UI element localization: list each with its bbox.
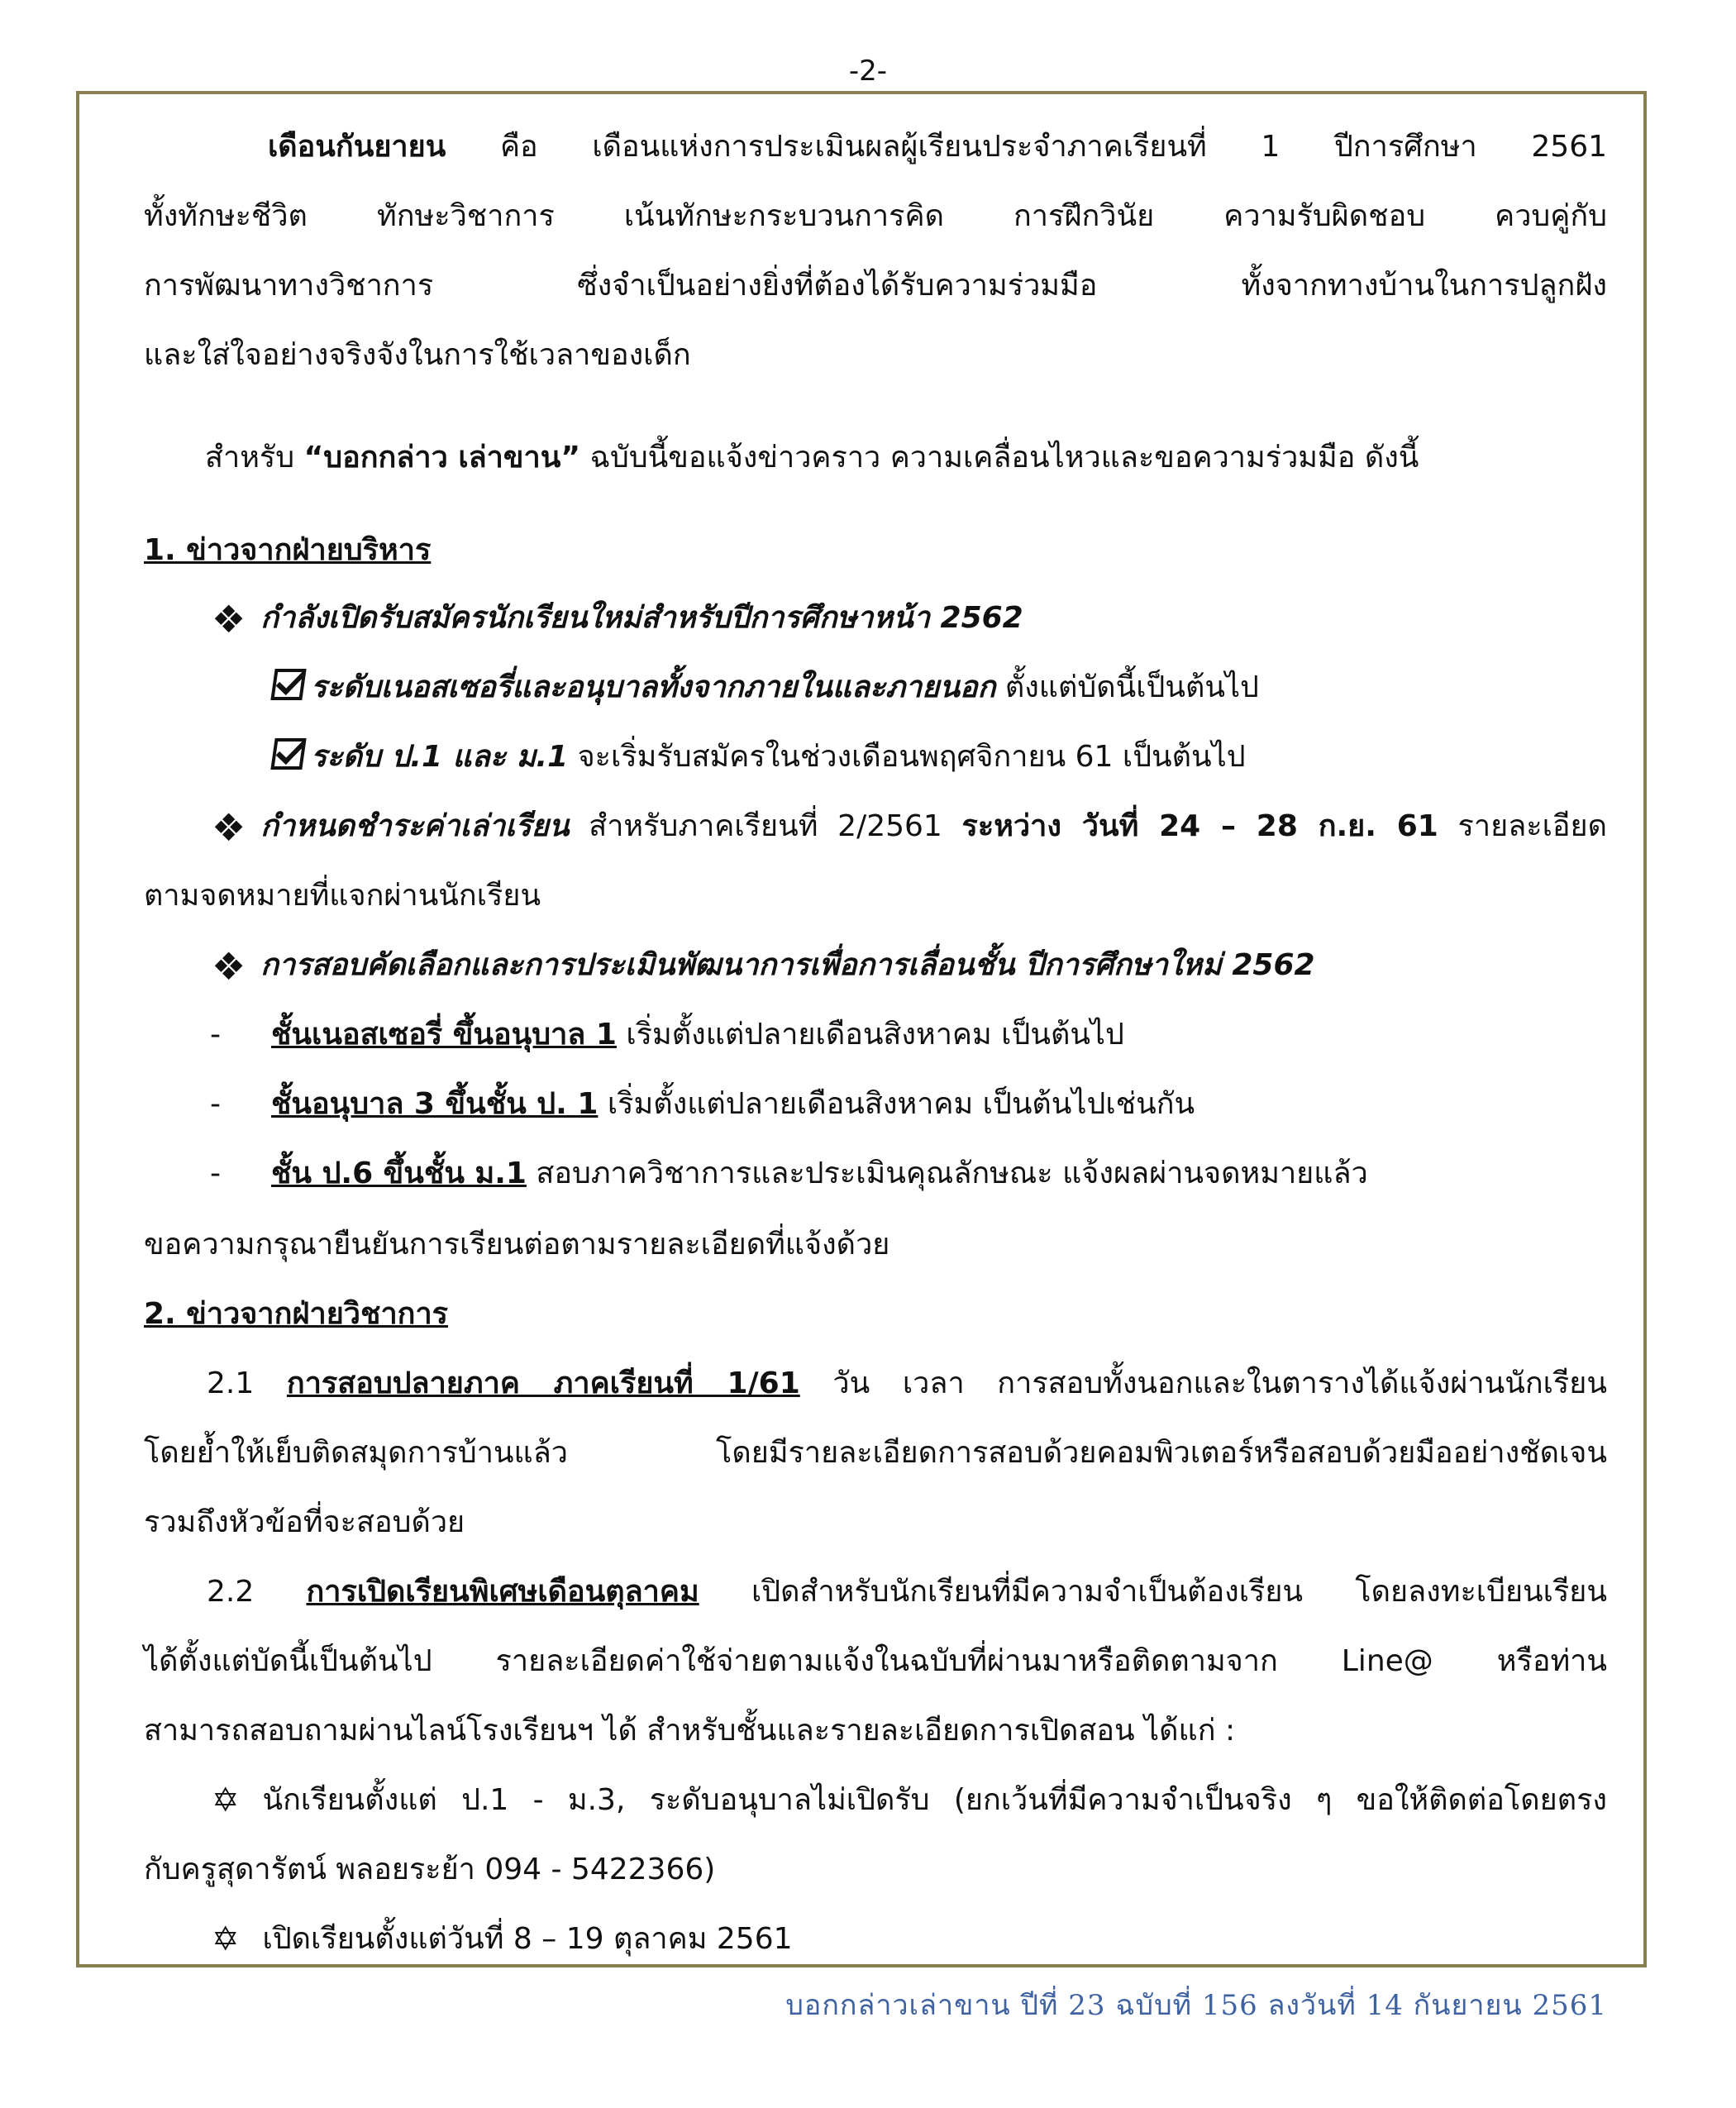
check-p1-text: จะเริ่มรับสมัครในช่วงเดือนพฤศจิกายน 61 เป็นต้นไป (568, 740, 1246, 774)
dash-item-p6 (271, 1149, 1734, 1199)
dash-nursery-text: เริ่มตั้งแต่ปลายเดือนสิงหาคม เป็นต้นไป (616, 1018, 1124, 1052)
para-2-2-number: 2.2 (207, 1575, 307, 1609)
intro-line-2: ทั้งทักษะชีวิต ทักษะวิชาการ เน้นทักษะกระบวนการคิด การฝึกวินัย ความรับผิดชอบ ควบคู่กับ (144, 199, 1607, 233)
bullet-exam (212, 941, 1675, 990)
dash-item-k3 (271, 1080, 1734, 1129)
intro-line-5 (205, 433, 1610, 483)
month-label: เดือนกันยายน (268, 130, 446, 164)
para-2-1-line-1 (207, 1359, 1607, 1409)
page-number: -2- (848, 55, 888, 88)
para-2-1-line-2: โดยย้ำให้เย็บติดสมุดการบ้านแล้ว โดยมีรายละเอียดการสอบด้วยคอมพิวเตอร์หรือสอบด้วยมืออย่างชัดเจน (144, 1436, 1607, 1470)
tuition-term: สำหรับภาคเรียนที่ 2/2561 (569, 809, 962, 843)
star-item-dates-text: เปิดเรียนตั้งแต่วันที่ 8 – 19 ตุลาคม 2561 (262, 1922, 793, 1956)
bullet-tuition (212, 802, 1607, 851)
dash-marker: - (210, 1018, 221, 1052)
diamond-bullet-icon: ❖ (212, 805, 246, 850)
newsletter-title: “บอกกล่าว เล่าขาน” (303, 441, 580, 475)
intro-prefix: สำหรับ (205, 441, 304, 475)
bullet-tuition-cont: ตามจดหมายที่แจกผ่านนักเรียน (144, 879, 541, 913)
tuition-dates: ระหว่าง วันที่ 24 – 28 ก.ย. 61 (961, 809, 1438, 843)
section-2-heading: 2. ข่าวจากฝ่ายวิชาการ (144, 1297, 449, 1331)
dash-p6-label: ชั้น ป.6 ขึ้นชั้น ม.1 (271, 1157, 527, 1190)
para-2-1-line-3: รวมถึงหัวข้อที่จะสอบด้วย (144, 1505, 465, 1539)
check-p1-label: ระดับ ป.1 และ ม.1 (311, 740, 569, 774)
section-1-heading: 1. ข่าวจากฝ่ายบริหาร (144, 533, 432, 567)
checkbox-icon (270, 738, 306, 770)
intro-text: คือ เดือนแห่งการประเมินผลผู้เรียนประจำภาคเรียนที่ 1 ปีการศึกษา 2561 (446, 130, 1607, 164)
para-2-1-number: 2.1 (207, 1366, 287, 1400)
dash-k3-label: ชั้นอนุบาล 3 ขึ้นชั้น ป. 1 (271, 1087, 599, 1121)
star-of-david-icon: ✡ (212, 1781, 240, 1819)
checkbox-icon (270, 669, 306, 700)
bullet-admission-text: กำลังเปิดรับสมัครนักเรียนใหม่สำหรับปีการศึกษาหน้า 2562 (260, 601, 1023, 635)
dash-k3-text: เริ่มตั้งแต่ปลายเดือนสิงหาคม เป็นต้นไปเช่นกัน (598, 1087, 1195, 1121)
dash-nursery-label: ชั้นเนอสเซอรี่ ขึ้นอนุบาล 1 (271, 1018, 617, 1052)
para-2-2-line-2: ได้ตั้งแต่บัดนี้เป็นต้นไป รายละเอียดค่าใช้จ่ายตามแจ้งในฉบับที่ผ่านมาหรือติดตามจาก Line@ หรือท่าน (144, 1644, 1607, 1678)
para-2-2-line-3: สามารถสอบถามผ่านไลน์โรงเรียนฯ ได้ สำหรับชั้นและรายละเอียดการเปิดสอน ได้แก่ : (144, 1714, 1236, 1748)
dash-p6-cont: ขอความกรุณายืนยันการเรียนต่อตามรายละเอียดที่แจ้งด้วย (144, 1228, 890, 1261)
footer-issue-info: บอกกล่าวเล่าขาน ปีที่ 23 ฉบับที่ 156 ลงวันที่ 14 กันยายน 2561 (785, 1989, 1607, 2022)
tuition-details: รายละเอียด (1438, 809, 1607, 843)
star-of-david-icon: ✡ (212, 1920, 240, 1958)
bullet-admission (212, 594, 1675, 643)
para-2-2-line-1 (207, 1567, 1607, 1617)
star-item-dates (212, 1915, 1675, 1964)
star-item-students-text: นักเรียนตั้งแต่ ป.1 - ม.3, ระดับอนุบาลไม่เปิดรับ (ยกเว้นที่มีความจำเป็นจริง ๆ ขอให้ติดต่อโดยตรง (262, 1783, 1607, 1817)
intro-line-1 (144, 122, 1607, 172)
star-item-students (212, 1776, 1607, 1825)
para-2-1-text: วัน เวลา การสอบทั้งนอกและในตารางได้แจ้งผ่านนักเรียน (799, 1366, 1607, 1400)
dash-marker: - (210, 1087, 221, 1121)
check-item-nursery (273, 663, 1736, 713)
dash-marker: - (210, 1157, 221, 1190)
para-2-1-title: การสอบปลายภาค ภาคเรียนที่ 1/61 (286, 1366, 800, 1400)
check-nursery-text: ตั้งแต่บัดนี้เป็นต้นไป (995, 670, 1259, 704)
bullet-exam-text: การสอบคัดเลือกและการประเมินพัฒนาการเพื่อการเลื่อนชั้น ปีการศึกษาใหม่ 2562 (260, 948, 1315, 982)
dash-item-nursery (271, 1010, 1734, 1060)
diamond-bullet-icon: ❖ (212, 597, 246, 641)
para-2-2-text: เปิดสำหรับนักเรียนที่มีความจำเป็นต้องเรียน โดยลงทะเบียนเรียน (699, 1575, 1607, 1609)
intro-suffix: ฉบับนี้ขอแจ้งข่าวคราว ความเคลื่อนไหวและขอความร่วมมือ ดังนี้ (580, 441, 1419, 475)
tuition-label: กำหนดชำระค่าเล่าเรียน (260, 809, 570, 843)
check-item-p1-m1 (273, 732, 1736, 782)
diamond-bullet-icon: ❖ (212, 944, 246, 989)
star-item-students-cont: กับครูสุดารัตน์ พลอยระย้า 094 - 5422366) (144, 1853, 716, 1886)
dash-p6-text: สอบภาควิชาการและประเมินคุณลักษณะ แจ้งผลผ่านจดหมายแล้ว (526, 1157, 1368, 1190)
intro-line-3: การพัฒนาทางวิชาการ ซึ่งจำเป็นอย่างยิ่งที่ต้องได้รับความร่วมมือ ทั้งจากทางบ้านในการปลูกฝัง (144, 269, 1607, 303)
check-nursery-label: ระดับเนอสเซอรี่และอนุบาลทั้งจากภายในและภายนอก (311, 670, 996, 704)
intro-line-4: และใส่ใจอย่างจริงจังในการใช้เวลาของเด็ก (144, 338, 691, 372)
para-2-2-title: การเปิดเรียนพิเศษเดือนตุลาคม (306, 1575, 699, 1609)
